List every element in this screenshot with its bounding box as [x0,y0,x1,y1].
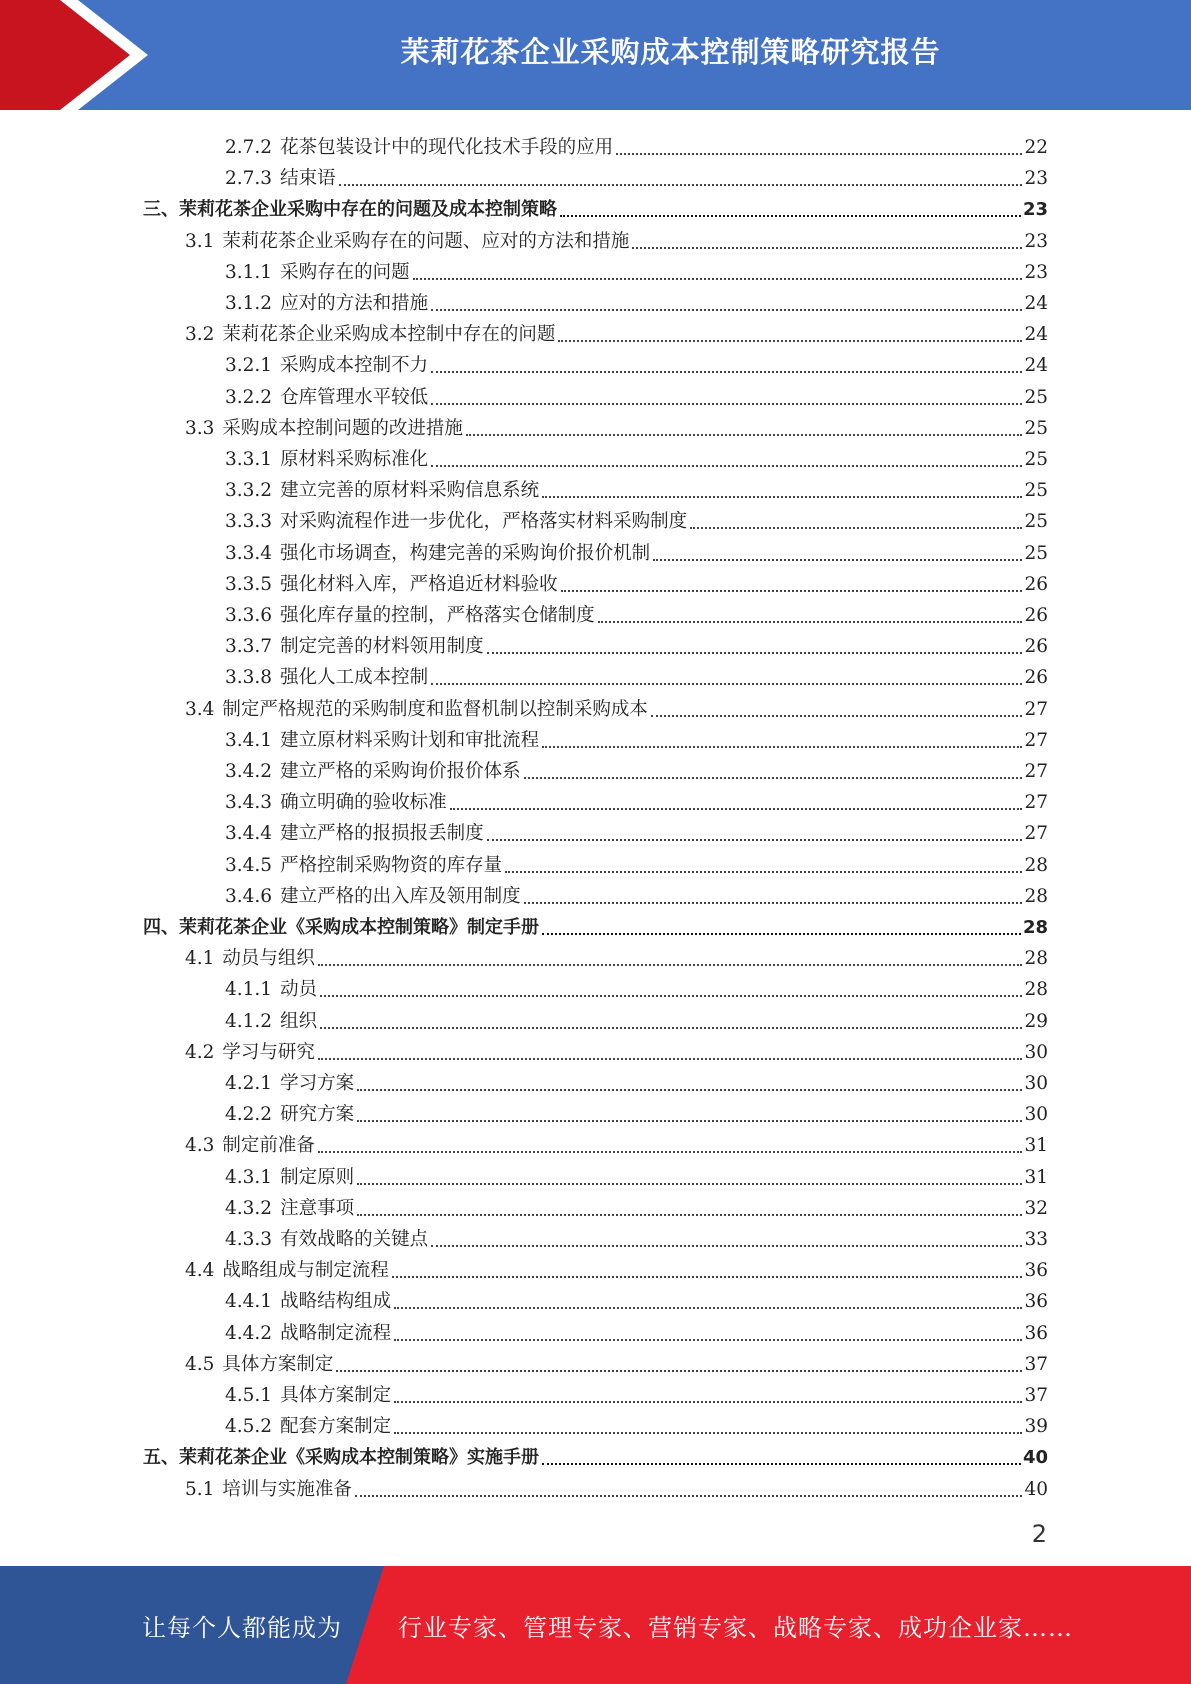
toc-entry-page: 23 [1024,261,1048,283]
toc-dot-leader [320,995,1022,997]
toc-entry-page: 25 [1024,511,1048,533]
toc-entry-number: 4.1 [185,948,215,970]
toc-entry[interactable] [185,939,1048,970]
toc-entry-number: 3.3.3 [225,511,273,533]
toc-dot-leader [690,527,1022,529]
toc-entry[interactable] [225,814,1048,845]
toc-dot-leader [542,496,1022,498]
toc-entry-page: 23 [1024,168,1048,190]
toc-entry-page: 24 [1024,355,1048,377]
toc-entry-title: 有效战略的关键点 [280,1229,429,1250]
toc-entry-number: 3.3.2 [225,480,273,502]
toc-entry-title: 茉莉花茶企业采购成本控制中存在的问题 [222,324,556,346]
toc-entry-number: 2.7.3 [225,168,273,190]
toc-entry[interactable] [225,1220,1048,1251]
toc-entry[interactable] [225,1158,1048,1189]
toc-dot-leader [542,1463,1021,1465]
toc-dot-leader [357,1183,1022,1185]
toc-entry-page: 28 [1024,948,1048,970]
toc-dot-leader [450,808,1023,810]
toc-entry-title: 制定原则 [280,1166,355,1188]
toc-entry[interactable] [225,846,1048,877]
toc-entry-number: 4.5.2 [225,1416,273,1438]
toc-entry-title: 严格控制采购物资的库存量 [280,854,503,876]
toc-entry-page: 36 [1024,1322,1048,1344]
toc-entry-title: 建立完善的原材料采购信息系统 [280,480,540,502]
toc-entry[interactable] [225,471,1048,502]
toc-entry-number: 3.4.3 [225,792,273,814]
toc-entry-title: 花茶包装设计中的现代化技术手段的应用 [280,137,614,158]
toc-entry[interactable] [225,502,1048,533]
toc-entry-number: 3.1 [185,230,215,252]
toc-dot-leader [357,1089,1022,1091]
toc-entry[interactable] [225,1282,1048,1313]
toc-entry-title: 采购成本控制问题的改进措施 [222,417,463,439]
toc-entry-page: 27 [1024,823,1048,845]
toc-entry-page: 31 [1024,1166,1048,1188]
toc-dot-leader [542,746,1022,748]
toc-entry-page: 25 [1024,417,1048,439]
toc-entry[interactable] [225,253,1048,284]
toc-entry-page: 36 [1024,1260,1048,1282]
toc-entry[interactable] [225,128,1048,159]
toc-entry-title: 组织 [280,1010,318,1032]
toc-entry-number: 3.3.8 [225,667,273,689]
toc-entry-page: 31 [1024,1135,1048,1157]
toc-entry-number: 4.5 [185,1353,215,1375]
toc-dot-leader [542,933,1021,935]
toc-entry-number: 4.3 [185,1135,215,1157]
toc-dot-leader [394,1339,1022,1341]
toc-entry-number: 3.4.1 [225,729,273,751]
toc-entry[interactable] [225,970,1048,1001]
toc-entry-page: 28 [1024,885,1048,907]
toc-entry-number: 3.3.4 [225,542,273,564]
toc-entry-title: 具体方案制定 [280,1385,392,1406]
toc-entry-page: 39 [1024,1416,1048,1438]
toc-entry-number: 3.4.4 [225,823,273,845]
toc-entry[interactable] [225,1095,1048,1126]
toc-entry-page: 28 [1024,979,1048,1001]
toc-entry-number: 4.3.2 [225,1197,273,1219]
toc-entry-number: 4.2 [185,1041,215,1063]
toc-entry-page: 28 [1024,854,1048,876]
toc-entry[interactable] [225,1002,1048,1033]
toc-dot-leader [394,1432,1022,1434]
toc-entry-number: 4.3.3 [225,1229,273,1250]
toc-entry-number: 3.3.7 [225,636,273,658]
toc-entry[interactable] [225,783,1048,814]
toc-entry-title: 配套方案制定 [280,1416,392,1438]
toc-entry-number: 3.2.1 [225,355,273,377]
toc-dot-leader [318,1151,1023,1153]
toc-entry-title: 采购存在的问题 [280,261,410,283]
footer-slogan-left: 让每个人都能成为 [142,1613,342,1642]
toc-entry-page: 32 [1024,1197,1048,1219]
report-title: 茉莉花茶企业采购成本控制策略研究报告 [400,34,941,69]
toc-entry-page: 40 [1024,1478,1048,1500]
toc-dot-leader [431,403,1022,405]
toc-entry-title: 强化材料入库，严格追近材料验收 [280,573,558,595]
toc-entry[interactable] [185,690,1048,721]
toc-entry-page: 26 [1024,667,1048,689]
toc-entry-number: 3.1.2 [225,293,273,314]
toc-dot-leader [632,247,1022,249]
toc-dot-leader [413,278,1023,280]
toc-dot-leader [394,1401,1022,1403]
toc-entry-title: 培训与实施准备 [222,1478,352,1500]
toc-entry-page: 26 [1024,636,1048,658]
toc-entry-title: 制定完善的材料领用制度 [280,636,484,658]
toc-entry[interactable] [225,534,1048,565]
toc-entry-page: 27 [1024,761,1048,782]
toc-entry[interactable] [185,1251,1048,1282]
toc-entry-title: 制定前准备 [222,1135,315,1157]
toc-entry[interactable] [225,565,1048,596]
toc-dot-leader [336,1370,1022,1372]
toc-entry-number: 4.4 [185,1260,215,1282]
toc-entry-title: 动员 [280,979,318,1001]
toc-entry[interactable] [143,1438,1048,1469]
toc-entry-page: 27 [1024,698,1048,720]
toc-entry-title: 采购成本控制不力 [280,355,429,377]
toc-entry-title: 确立明确的验收标准 [280,792,447,814]
toc-entry[interactable] [225,1064,1048,1095]
toc-entry-title: 动员与组织 [222,948,315,970]
toc-entry-number: 4.4.2 [225,1322,273,1344]
toc-dot-leader [431,683,1022,685]
toc-entry-page: 24 [1024,324,1048,346]
toc-entry[interactable] [225,596,1048,627]
toc-entry-number: 5.1 [185,1478,215,1500]
toc-dot-leader [339,184,1023,186]
toc-entry[interactable] [225,284,1048,315]
toc-entry-page: 26 [1024,605,1048,626]
toc-entry[interactable] [225,159,1048,190]
toc-entry-number: 3.1.1 [225,261,273,283]
toc-entry[interactable] [185,1126,1048,1157]
toc-entry[interactable] [185,315,1048,346]
toc-dot-leader [558,340,1022,342]
toc-dot-leader [431,371,1022,373]
toc-dot-leader [598,621,1023,623]
toc-entry-page: 29 [1024,1010,1048,1032]
toc-entry-page: 30 [1024,1073,1048,1094]
toc-dot-leader [431,465,1022,467]
toc-entry-number: 4.2.2 [225,1104,273,1126]
toc-dot-leader [487,652,1023,654]
toc-entry[interactable] [225,752,1048,783]
toc-entry-title: 研究方案 [280,1104,355,1126]
toc-entry[interactable] [185,1033,1048,1064]
toc-entry-page: 25 [1024,449,1048,470]
toc-entry-page: 37 [1024,1385,1048,1406]
toc-entry-number: 4.5.1 [225,1385,273,1406]
toc-entry[interactable] [225,440,1048,471]
toc-dot-leader [487,839,1023,841]
toc-entry-number: 3.2.2 [225,386,273,408]
toc-entry-number: 3.4.2 [225,761,273,782]
toc-entry-page: 33 [1024,1229,1048,1250]
toc-dot-leader [651,715,1023,717]
toc-dot-leader [524,902,1023,904]
toc-dot-leader [524,777,1023,779]
toc-dot-leader [431,1245,1022,1247]
toc-entry-title: 学习与研究 [222,1041,315,1063]
toc-entry-title: 强化库存量的控制，严格落实仓储制度 [280,605,595,626]
toc-dot-leader [560,215,1021,217]
toc-entry-number: 4.2.1 [225,1073,273,1094]
toc-entry-number: 4.3.1 [225,1166,273,1188]
toc-entry[interactable] [225,1189,1048,1220]
toc-entry-title: 茉莉花茶企业采购存在的问题、应对的方法和措施 [222,230,630,252]
toc-dot-leader [653,559,1022,561]
toc-dot-leader [392,1276,1023,1278]
toc-entry-page: 30 [1024,1104,1048,1126]
toc-entry-page: 36 [1024,1291,1048,1313]
toc-entry[interactable] [225,378,1048,409]
toc-entry[interactable] [225,658,1048,689]
toc-entry-title: 建立原材料采购计划和审批流程 [280,729,540,751]
toc-entry-page: 25 [1024,386,1048,408]
page-footer [0,1566,1191,1684]
toc-entry-title: 应对的方法和措施 [280,293,429,314]
page-header [0,0,1191,110]
toc-entry-page: 30 [1024,1041,1048,1063]
toc-entry-number: 3.3.1 [225,449,273,470]
toc-dot-leader [320,1027,1022,1029]
toc-dot-leader [431,309,1022,311]
toc-entry-title: 战略组成与制定流程 [222,1260,389,1282]
toc-dot-leader [357,1120,1022,1122]
toc-entry-number: 3.4 [185,698,215,720]
toc-entry[interactable] [225,1314,1048,1345]
toc-entry-page: 23 [1024,230,1048,252]
toc-entry-page: 25 [1024,542,1048,564]
toc-entry[interactable] [143,908,1048,939]
toc-entry-number: 2.7.2 [225,137,273,158]
toc-entry-title: 强化人工成本控制 [280,667,429,689]
toc-entry[interactable] [185,409,1048,440]
toc-entry-title: 具体方案制定 [222,1353,334,1375]
toc-entry-page: 28 [1022,917,1048,938]
toc-entry[interactable] [225,346,1048,377]
toc-entry[interactable] [185,1345,1048,1376]
toc-entry[interactable] [225,721,1048,752]
toc-entry-page: 27 [1024,729,1048,751]
toc-entry-page: 25 [1024,480,1048,502]
toc-entry-page: 27 [1024,792,1048,814]
toc-entry-title: 对采购流程作进一步优化，严格落实材料采购制度 [280,511,688,533]
toc-dot-leader [561,590,1023,592]
toc-entry-title: 制定严格规范的采购制度和监督机制以控制采购成本 [222,698,648,720]
page-number: 2 [1031,1520,1047,1548]
toc-entry-page: 26 [1024,573,1048,595]
toc-entry[interactable] [225,877,1048,908]
toc-dot-leader [355,1495,1023,1497]
toc-entry-title: 三、茉莉花茶企业采购中存在的问题及成本控制策略 [143,199,557,221]
toc-entry-title: 建立严格的出入库及领用制度 [280,885,521,907]
toc-entry[interactable] [185,1470,1048,1501]
toc-entry[interactable] [225,1407,1048,1438]
toc-entry-page: 24 [1024,293,1048,314]
toc-entry-title: 学习方案 [280,1073,355,1094]
toc-entry-title: 战略制定流程 [280,1322,392,1344]
toc-entry-title: 仓库管理水平较低 [280,386,429,408]
toc-entry-number: 3.3 [185,417,215,439]
toc-entry-title: 结束语 [280,168,336,190]
toc-dot-leader [318,964,1023,966]
toc-entry-title: 战略结构组成 [280,1291,392,1313]
toc-entry-title: 强化市场调查，构建完善的采购询价报价机制 [280,542,651,564]
toc-entry-title: 四、茉莉花茶企业《采购成本控制策略》制定手册 [143,917,539,938]
toc-entry-number: 3.4.6 [225,885,273,907]
toc-entry[interactable] [143,190,1048,221]
toc-entry-page: 23 [1022,199,1048,221]
toc-entry-page: 22 [1024,137,1048,158]
toc-entry-number: 3.4.5 [225,854,273,876]
toc-entry-number: 3.2 [185,324,215,346]
toc-entry-page: 40 [1022,1447,1048,1469]
toc-entry[interactable] [225,1376,1048,1407]
toc-entry-number: 3.3.5 [225,573,273,595]
toc-dot-leader [505,871,1022,873]
toc-dot-leader [616,153,1022,155]
footer-slogan-right: 行业专家、管理专家、营销专家、战略专家、成功企业家…… [398,1613,1073,1642]
toc-entry-title: 注意事项 [280,1197,355,1219]
toc-dot-leader [394,1307,1022,1309]
toc-entry[interactable] [225,627,1048,658]
toc-entry-title: 建立严格的报损报丢制度 [280,823,484,845]
toc-entry-number: 3.3.6 [225,605,273,626]
toc-entry-title: 五、茉莉花茶企业《采购成本控制策略》实施手册 [143,1447,539,1469]
toc-entry-page: 37 [1024,1353,1048,1375]
toc-dot-leader [466,434,1023,436]
toc-entry-number: 4.4.1 [225,1291,273,1313]
toc-entry-number: 4.1.2 [225,1010,273,1032]
toc-entry-title: 建立严格的采购询价报价体系 [280,761,521,782]
toc-entry-number: 4.1.1 [225,979,273,1001]
toc-dot-leader [318,1058,1023,1060]
toc-entry-title: 原材料采购标准化 [280,449,429,470]
toc-entry[interactable] [185,222,1048,253]
toc-dot-leader [357,1214,1022,1216]
